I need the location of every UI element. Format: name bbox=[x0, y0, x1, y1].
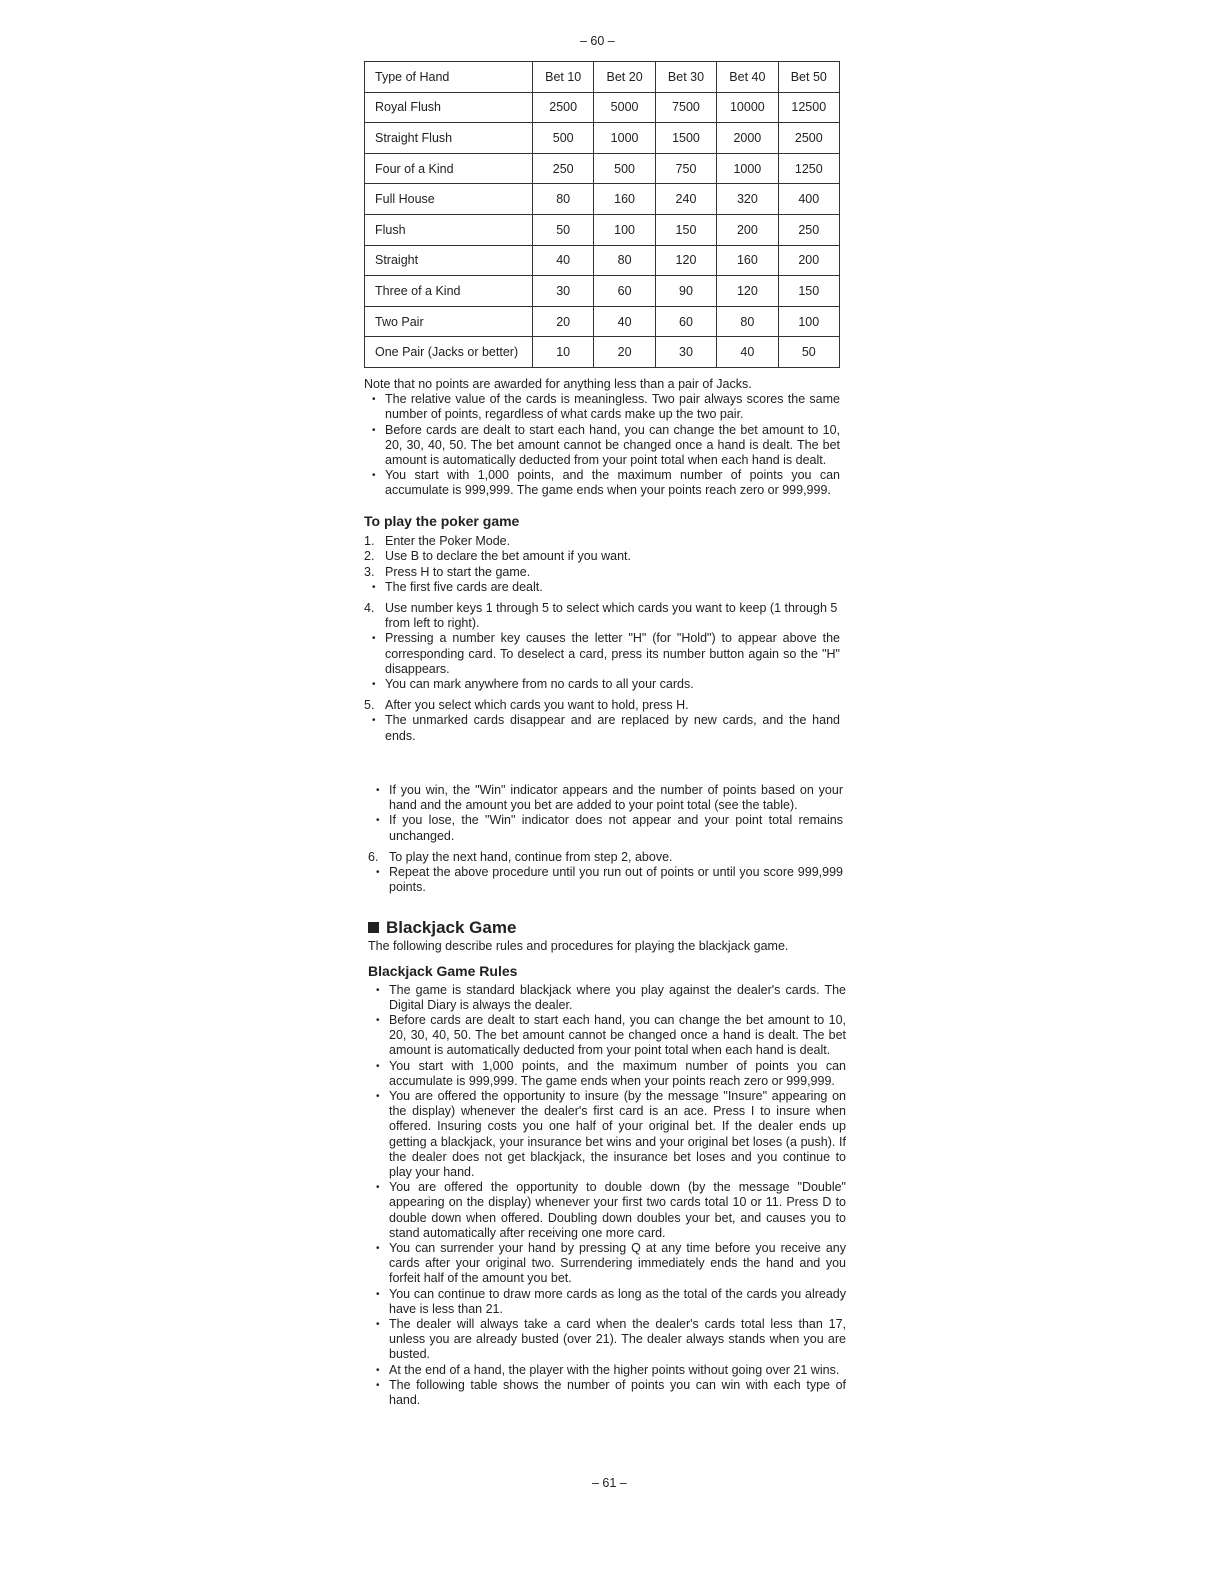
header-bet-40: Bet 40 bbox=[717, 62, 778, 93]
table-row bbox=[365, 184, 840, 215]
poker-notes bbox=[364, 377, 840, 499]
table-cell: 10 bbox=[533, 337, 594, 368]
table-cell: 250 bbox=[533, 153, 594, 184]
list-item: • You are offered the opportunity to insure (by the message "Insure" appearing on the display) whenever the dealer's first card is an ace. Press I to insure when offered. Insuring costs you one half of your original bet. If the dealer ends up getting a blackjack, your insurance bet wins and your original bet loses (a push). If the dealer does not get blackjack, the insurance bet loses and you continue to play your hand. bbox=[368, 1089, 846, 1180]
poker-results-section bbox=[368, 783, 843, 895]
table-cell: 60 bbox=[655, 306, 716, 337]
hand-name: Four of a Kind bbox=[365, 153, 533, 184]
list-item: • You can mark anywhere from no cards to all your cards. bbox=[364, 677, 840, 692]
table-cell: 30 bbox=[655, 337, 716, 368]
header-bet-20: Bet 20 bbox=[594, 62, 655, 93]
list-item: • Before cards are dealt to start each hand, you can change the bet amount to 10, 20, 30, 40, 50. The bet amount cannot be changed once a hand is dealt. The bet amount is automatically deducted from your point total when each hand is dealt. bbox=[364, 423, 840, 469]
table-cell: 750 bbox=[655, 153, 716, 184]
table-cell: 160 bbox=[717, 245, 778, 276]
section-heading: To play the poker game bbox=[364, 513, 520, 529]
table-cell: 12500 bbox=[778, 92, 839, 123]
list-item: • You can surrender your hand by pressing Q at any time before you receive any cards after your original two. Surrendering immediately ends the hand and you forfeit half of the amount you bet. bbox=[368, 1241, 846, 1287]
table-cell: 5000 bbox=[594, 92, 655, 123]
table-cell: 40 bbox=[594, 306, 655, 337]
table-cell: 50 bbox=[778, 337, 839, 368]
table-cell: 200 bbox=[717, 214, 778, 245]
table-cell: 120 bbox=[655, 245, 716, 276]
table-row bbox=[365, 337, 840, 368]
list-item: • You start with 1,000 points, and the maximum number of points you can accumulate is 999,999. The game ends when your points reach zero or 999,999. bbox=[368, 1059, 846, 1089]
hand-name: One Pair (Jacks or better) bbox=[365, 337, 533, 368]
play-poker-section bbox=[364, 514, 840, 744]
table-cell: 30 bbox=[533, 276, 594, 307]
blackjack-intro: The following describe rules and procedures for playing the blackjack game. bbox=[368, 939, 789, 954]
table-cell: 90 bbox=[655, 276, 716, 307]
table-cell: 100 bbox=[594, 214, 655, 245]
hand-name: Three of a Kind bbox=[365, 276, 533, 307]
table-row bbox=[365, 92, 840, 123]
table-cell: 10000 bbox=[717, 92, 778, 123]
table-header-row bbox=[365, 62, 840, 93]
table-cell: 500 bbox=[594, 153, 655, 184]
list-item: • The relative value of the cards is meaningless. Two pair always scores the same number of points, regardless of what cards make up the two pair. bbox=[364, 392, 840, 422]
step-6: 6. To play the next hand, continue from step 2, above. bbox=[368, 849, 673, 864]
table-cell: 1000 bbox=[717, 153, 778, 184]
table-cell: 2500 bbox=[533, 92, 594, 123]
top-page-number: – 60 – bbox=[580, 34, 615, 48]
table-cell: 20 bbox=[594, 337, 655, 368]
header-bet-30: Bet 30 bbox=[655, 62, 716, 93]
hand-name: Royal Flush bbox=[365, 92, 533, 123]
step-3: 3. Press H to start the game. bbox=[364, 564, 531, 579]
table-row bbox=[365, 123, 840, 154]
table-cell: 150 bbox=[655, 214, 716, 245]
table-cell: 2000 bbox=[717, 123, 778, 154]
hand-name: Flush bbox=[365, 214, 533, 245]
hand-name: Straight Flush bbox=[365, 123, 533, 154]
table-cell: 40 bbox=[717, 337, 778, 368]
table-cell: 150 bbox=[778, 276, 839, 307]
table-cell: 100 bbox=[778, 306, 839, 337]
list-item: • You can continue to draw more cards as long as the total of the cards you already have is less than 21. bbox=[368, 1287, 846, 1317]
table-row bbox=[365, 276, 840, 307]
list-item: • You are offered the opportunity to double down (by the message "Double" appearing on the display) whenever your first two cards total 10 or 11. Press D to double down when offered. Doubling down doubles your bet, and causes you to stand automatically after receiving one more card. bbox=[368, 1180, 846, 1241]
table-cell: 120 bbox=[717, 276, 778, 307]
list-item: • The first five cards are dealt. bbox=[364, 580, 840, 595]
table-cell: 400 bbox=[778, 184, 839, 215]
table-cell: 80 bbox=[533, 184, 594, 215]
hand-name: Full House bbox=[365, 184, 533, 215]
list-item: • If you win, the "Win" indicator appears and the number of points based on your hand and the amount you bet are added to your point total (see the table). bbox=[368, 783, 843, 813]
blackjack-section bbox=[368, 920, 846, 1408]
rules-heading: Blackjack Game Rules bbox=[368, 963, 518, 980]
table-row bbox=[365, 306, 840, 337]
poker-payout-table bbox=[364, 61, 840, 368]
note-intro: Note that no points are awarded for anything less than a pair of Jacks. bbox=[364, 377, 752, 391]
table-cell: 2500 bbox=[778, 123, 839, 154]
table-row bbox=[365, 214, 840, 245]
table-cell: 160 bbox=[594, 184, 655, 215]
list-item: • Repeat the above procedure until you run out of points or until you score 999,999 points. bbox=[368, 865, 843, 895]
table-row bbox=[365, 153, 840, 184]
table-cell: 80 bbox=[717, 306, 778, 337]
table-cell: 320 bbox=[717, 184, 778, 215]
table-cell: 1250 bbox=[778, 153, 839, 184]
table-cell: 80 bbox=[594, 245, 655, 276]
table-cell: 1000 bbox=[594, 123, 655, 154]
header-bet-10: Bet 10 bbox=[533, 62, 594, 93]
table-cell: 200 bbox=[778, 245, 839, 276]
table-cell: 50 bbox=[533, 214, 594, 245]
table-cell: 60 bbox=[594, 276, 655, 307]
table-cell: 40 bbox=[533, 245, 594, 276]
blackjack-heading: Blackjack Game bbox=[368, 920, 846, 935]
table-cell: 250 bbox=[778, 214, 839, 245]
hand-name: Straight bbox=[365, 245, 533, 276]
hand-name: Two Pair bbox=[365, 306, 533, 337]
list-item: • At the end of a hand, the player with the higher points without going over 21 wins. bbox=[368, 1363, 846, 1378]
table-cell: 240 bbox=[655, 184, 716, 215]
table-cell: 500 bbox=[533, 123, 594, 154]
list-item: • If you lose, the "Win" indicator does not appear and your point total remains unchanged. bbox=[368, 813, 843, 843]
table-cell: 20 bbox=[533, 306, 594, 337]
list-item: • The game is standard blackjack where you play against the dealer's cards. The Digital Diary is always the dealer. bbox=[368, 983, 846, 1013]
header-type-of-hand: Type of Hand bbox=[365, 62, 533, 93]
list-item: • The following table shows the number of points you can win with each type of hand. bbox=[368, 1378, 846, 1408]
table-cell: 7500 bbox=[655, 92, 716, 123]
table-cell: 1500 bbox=[655, 123, 716, 154]
step-5: 5. After you select which cards you want to hold, press H. bbox=[364, 698, 689, 713]
table-row bbox=[365, 245, 840, 276]
square-bullet-icon bbox=[368, 922, 379, 933]
list-item: • Before cards are dealt to start each hand, you can change the bet amount to 10, 20, 30, 40, 50. The bet amount cannot be changed once a hand is dealt. The bet amount is automatically deducted from your point total when each hand is dealt. bbox=[368, 1013, 846, 1059]
step-2: 2. Use B to declare the bet amount if you want. bbox=[364, 549, 631, 564]
header-bet-50: Bet 50 bbox=[778, 62, 839, 93]
step-4: 4. Use number keys 1 through 5 to select which cards you want to keep (1 through 5 from left to right). bbox=[364, 601, 838, 631]
bottom-page-number: – 61 – bbox=[592, 1476, 627, 1490]
list-item: • The unmarked cards disappear and are replaced by new cards, and the hand ends. bbox=[364, 713, 840, 743]
list-item: • You start with 1,000 points, and the maximum number of points you can accumulate is 999,999. The game ends when your points reach zero or 999,999. bbox=[364, 468, 840, 498]
list-item: • Pressing a number key causes the letter "H" (for "Hold") to appear above the corresponding card. To deselect a card, press its number button again so the "H" disappears. bbox=[364, 631, 840, 677]
list-item: • The dealer will always take a card when the dealer's cards total less than 17, unless you are already busted (over 21). The dealer always stands when you are busted. bbox=[368, 1317, 846, 1363]
step-1: 1. Enter the Poker Mode. bbox=[364, 534, 511, 549]
